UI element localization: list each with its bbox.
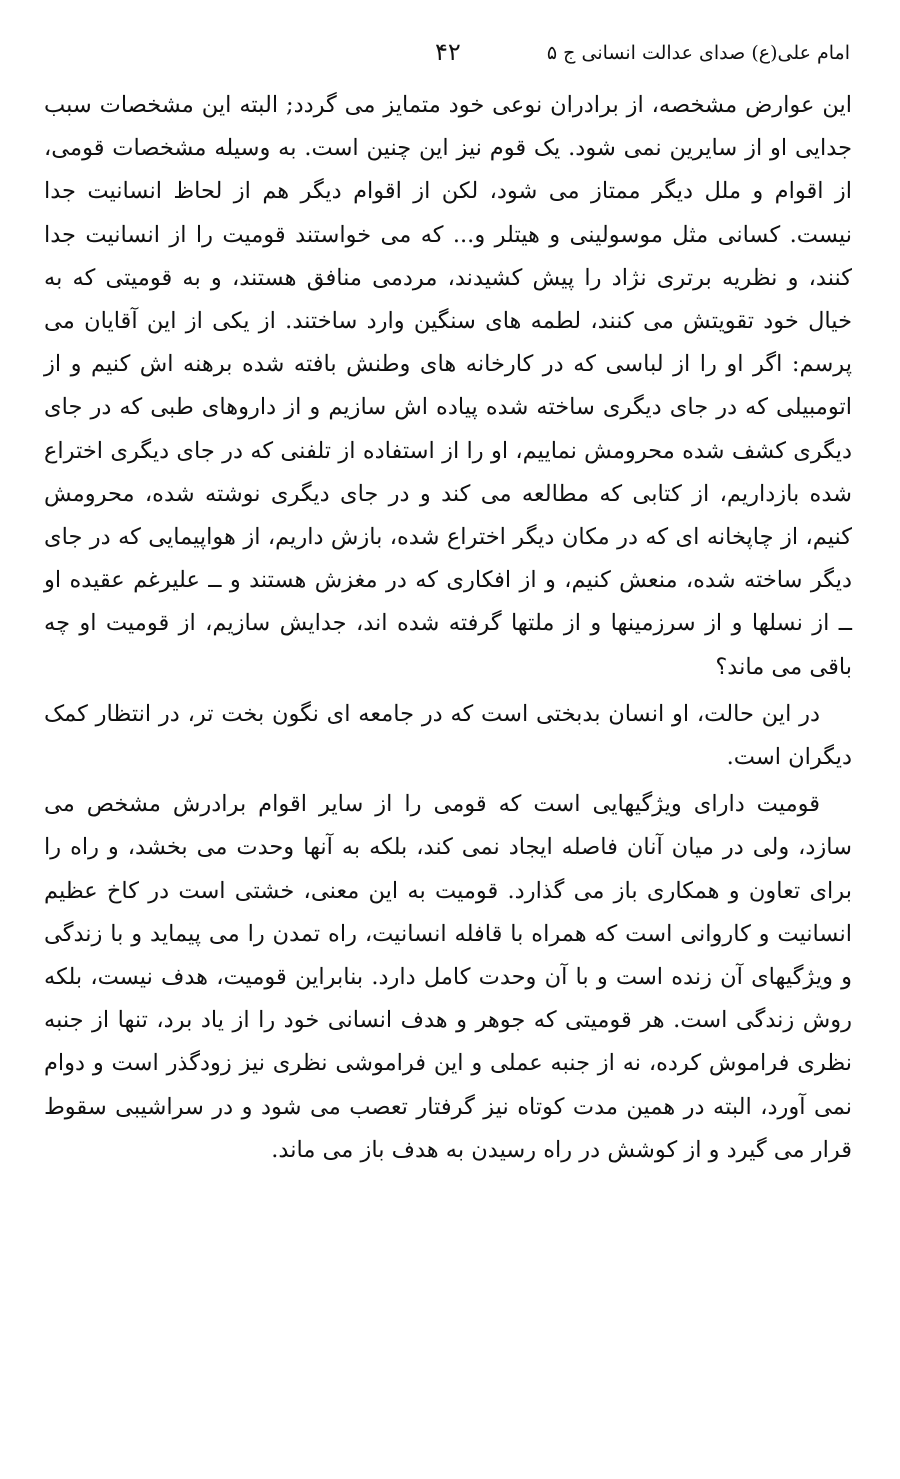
book-title: امام علی(ع) صدای عدالت انسانی ج ۵: [546, 42, 850, 64]
body-text: [44, 84, 852, 1172]
page-number: ۴۲: [435, 38, 461, 66]
paragraph: قومیت دارای ویژگیهایی است که قومی را از سایر اقوام برادرش مشخص می سازد، ولی در میان آنان فاصله ایجاد نمی کند، بلکه به آنها وحدت می بخشد، و راه را برای تعاون و همکاری باز می گذارد. قومیت به این معنی، خشتی است در کاخ عظیم انسانیت و کاروانی است که همراه با قافله انسانیت، راه تمدن را می پیماید و با زندگی و ویژگیهای آن زنده است و با آن وحدت کامل دارد. بنابراین قومیت، هدف نیست، بلکه روش زندگی است. هر قومیتی که جوهر و هدف انسانی خود را از یاد برد، تنها از جنبه نظری فراموش کرده، نه از جنبه عملی و این فراموشی نظری نیز زودگذر است و دوام نمی آورد، البته در همین مدت کوتاه نیز گرفتار تعصب می شود و در سراشیبی سقوط قرار می گیرد و از کوشش در راه رسیدن به هدف باز می ماند.: [44, 791, 852, 1163]
paragraph: در این حالت، او انسان بدبختی است که در جامعه ای نگون بخت تر، در انتظار کمک دیگران است.: [44, 700, 852, 771]
running-header: [40, 36, 860, 72]
paragraph-continued: این عوارض مشخصه، از برادران نوعی خود متمایز می گردد; البته این مشخصات سبب جدایی او از سایرین نمی شود. یک قوم نیز این چنین است. به وسیله مشخصات قومی، از اقوام و ملل دیگر ممتاز می شود، لکن از اقوام دیگر هم از لحاظ انسانیت جدا نیست. کسانی مثل موسولینی و هیتلر و... که می خواستند قومیت را از انسانیت جدا کنند، و نظریه برتری نژاد را پیش کشیدند، مردمی منافق هستند، و به قومیتی که به خیال خود تقویتش می کنند، لطمه های سنگین وارد ساختند. از یکی از این آقایان می پرسم: اگر او را از لباسی که در کارخانه های وطنش بافته شده برهنه اش کنیم و از اتومبیلی که در جای دیگری ساخته شده پیاده اش سازیم و از داروهای طبی که در جای دیگری کشف شده محرومش نماییم، او را از استفاده از تلفنی که در جای دیگری اختراع شده بازداریم، از کتابی که مطالعه می کند و در جای دیگری نوشته شده، محرومش کنیم، از چاپخانه ای که در مکان دیگر اختراع شده، بازش داریم، از هواپیمایی که در جای دیگر ساخته شده، منعش کنیم، و از افکاری که در مغزش هستند و ــ علیرغم عقیده او ــ از نسلها و از سرزمینها و از ملتها گرفته شده اند، جدایش سازیم، از قومیت او چه باقی می ماند؟: [44, 92, 852, 680]
